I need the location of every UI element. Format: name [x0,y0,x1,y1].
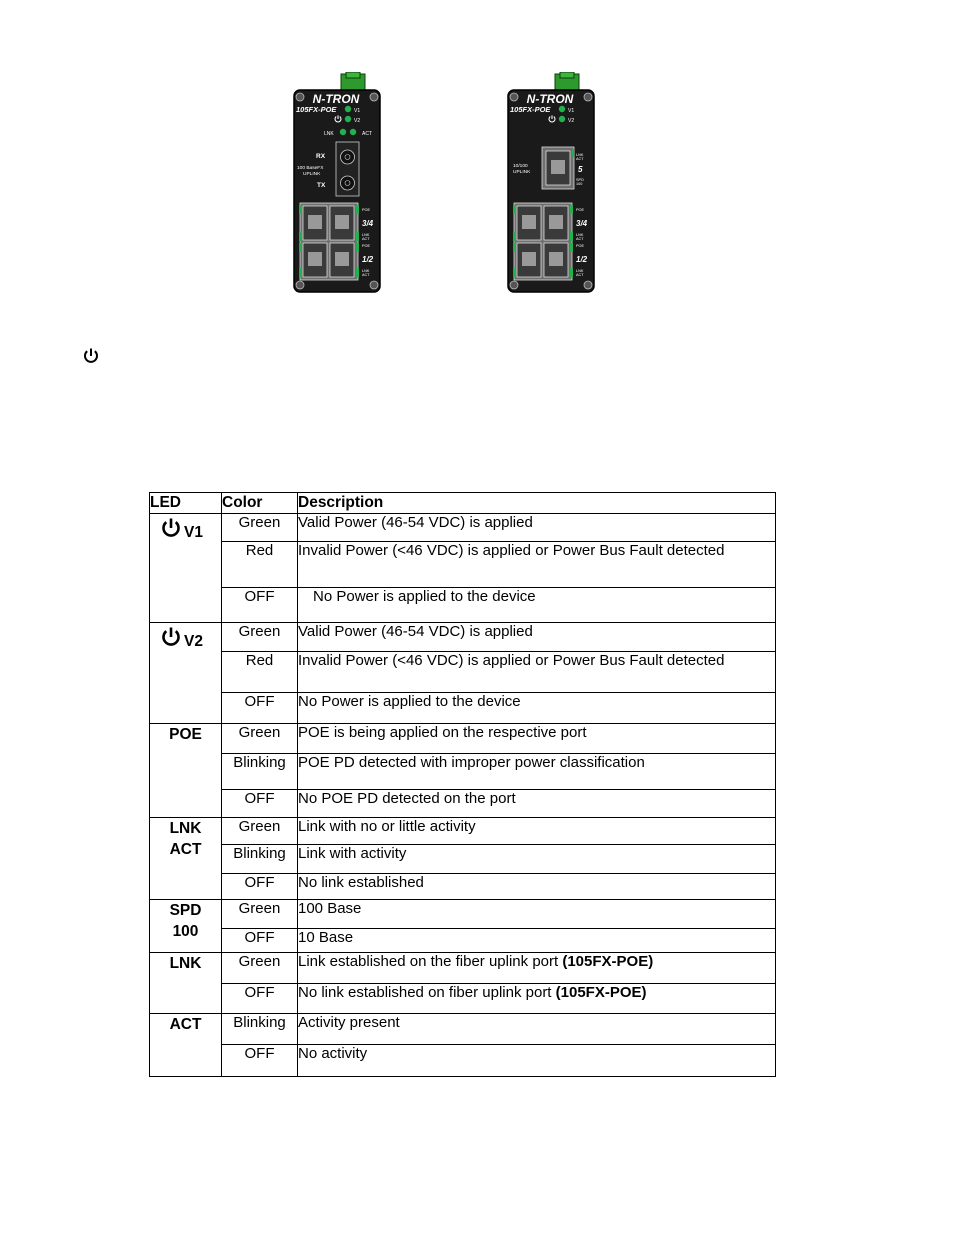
table-row [150,818,776,845]
device-105fx-poe-copper [506,72,596,294]
color-cell: Green [222,953,298,984]
description-cell: No Power is applied to the device [298,588,776,623]
description-cell: 10 Base [298,929,776,953]
table-row [150,542,776,588]
description-cell: No Power is applied to the device [298,693,776,724]
svg-text:100: 100 [576,182,583,186]
svg-text:V1: V1 [568,108,575,114]
svg-text:3/4: 3/4 [362,219,374,228]
screw-icon [296,93,304,101]
led-name-cell: LNK [150,953,222,1014]
color-cell: Green [222,818,298,845]
description-cell: No activity [298,1045,776,1077]
table-row [150,900,776,929]
svg-text:LNK: LNK [576,233,584,237]
screw-icon [510,281,518,289]
color-cell: Red [222,652,298,693]
description-cell: Activity present [298,1014,776,1045]
svg-text:10/100: 10/100 [513,164,528,169]
screw-icon [584,93,592,101]
svg-text:POE: POE [362,244,371,248]
header-color: Color [222,493,298,514]
led-name-cell [150,623,222,724]
svg-text:LNK: LNK [362,269,370,273]
description-cell: Valid Power (46-54 VDC) is applied [298,514,776,542]
svg-text:ACT: ACT [576,237,584,241]
svg-text:LNK: LNK [576,153,584,157]
description-cell: No link established [298,874,776,900]
svg-text:V2: V2 [568,118,575,124]
table-row [150,929,776,953]
color-cell: OFF [222,588,298,623]
svg-text:ACT: ACT [362,273,370,277]
svg-text:RX: RX [316,153,326,160]
header-led: LED [150,493,222,514]
device-105fx-poe-fiber [292,72,382,294]
screw-icon [370,93,378,101]
svg-text:ACT: ACT [362,131,372,137]
description-cell: Valid Power (46-54 VDC) is applied [298,623,776,652]
rj45-ports [299,203,359,280]
color-cell: OFF [222,984,298,1014]
svg-text:POE: POE [576,208,585,212]
svg-text:UPLINK: UPLINK [303,172,321,177]
svg-text:LNK: LNK [362,233,370,237]
table-row [150,693,776,724]
svg-text:ACT: ACT [576,157,584,161]
fiber-tx-port [341,176,355,190]
description-cell: POE PD detected with improper power classification [298,754,776,790]
description-cell: Link with no or little activity [298,818,776,845]
table-row [150,754,776,790]
color-cell: OFF [222,693,298,724]
led-name-cell: LNK ACT [150,818,222,900]
table-row [150,652,776,693]
color-cell: Blinking [222,845,298,874]
table-row [150,1014,776,1045]
table-row [150,724,776,754]
table-row [150,588,776,623]
svg-text:3/4: 3/4 [576,219,588,228]
svg-text:UPLINK: UPLINK [513,170,531,175]
header-description: Description [298,493,776,514]
color-cell: OFF [222,874,298,900]
led-lnk [340,129,346,135]
description-cell: No link established on fiber uplink port (105FX-POE) [298,984,776,1014]
model-label: 105FX-POE [296,105,337,114]
svg-text:V2: V2 [354,118,361,124]
description-cell: No POE PD detected on the port [298,790,776,818]
svg-text:LNK: LNK [576,269,584,273]
svg-text:TX: TX [317,182,326,189]
color-cell: Green [222,900,298,929]
color-cell: OFF [222,790,298,818]
led-label: V1 [184,524,203,542]
svg-text:1/2: 1/2 [362,255,374,264]
color-cell: Red [222,542,298,588]
led-v1 [345,106,351,112]
description-cell: 100 Base [298,900,776,929]
led-status-table [149,492,776,1077]
led-name-cell: POE [150,724,222,818]
rj45-ports [513,203,573,280]
svg-text:ACT: ACT [576,273,584,277]
svg-text:LNK: LNK [324,131,334,137]
brand-logo: N-TRON [312,92,360,106]
led-v2 [559,116,565,122]
description-cell: Link with activity [298,845,776,874]
led-name-cell: SPD 100 [150,900,222,953]
table-header-row [150,493,776,514]
model-label: 105FX-POE [510,105,551,114]
led-act [350,129,356,135]
svg-text:POE: POE [362,208,371,212]
fiber-rx-port [341,150,355,164]
color-cell: Blinking [222,754,298,790]
table-row [150,623,776,652]
color-cell: Green [222,623,298,652]
table-row [150,514,776,542]
description-cell: Invalid Power (<46 VDC) is applied or Power Bus Fault detected [298,542,776,588]
svg-text:5: 5 [578,165,583,174]
svg-text:ACT: ACT [362,237,370,241]
description-cell: POE is being applied on the respective port [298,724,776,754]
table-row [150,1045,776,1077]
color-cell: OFF [222,929,298,953]
table-row [150,790,776,818]
led-label: V2 [184,633,203,651]
screw-icon [296,281,304,289]
table-row [150,845,776,874]
svg-text:SPD: SPD [576,178,584,182]
brand-logo: N-TRON [526,92,574,106]
svg-text:100 BaseFX: 100 BaseFX [297,166,324,171]
table-row [150,984,776,1014]
led-v2 [345,116,351,122]
description-cell: Invalid Power (<46 VDC) is applied or Power Bus Fault detected [298,652,776,693]
table-body [150,514,776,1077]
screw-icon [370,281,378,289]
color-cell: Green [222,724,298,754]
screw-icon [584,281,592,289]
power-icon [160,626,182,648]
color-cell: OFF [222,1045,298,1077]
power-icon [82,347,100,365]
power-icon [160,517,182,539]
svg-text:POE: POE [576,244,585,248]
svg-text:V1: V1 [354,108,361,114]
description-cell: Link established on the fiber uplink port (105FX-POE) [298,953,776,984]
table-row [150,953,776,984]
screw-icon [510,93,518,101]
led-name-cell: ACT [150,1014,222,1077]
led-name-cell [150,514,222,623]
svg-text:1/2: 1/2 [576,255,588,264]
table-row [150,874,776,900]
led-v1 [559,106,565,112]
color-cell: Green [222,514,298,542]
color-cell: Blinking [222,1014,298,1045]
